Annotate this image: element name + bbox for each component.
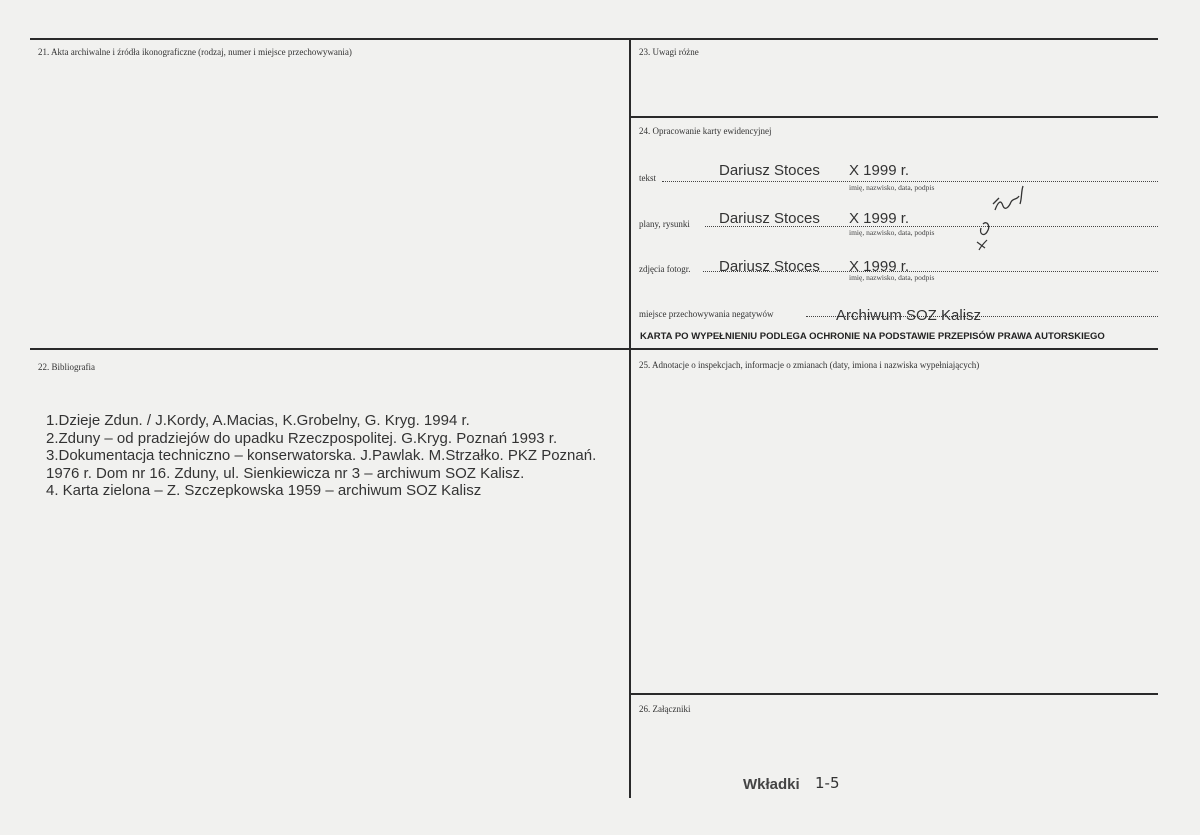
row-zdjecia-date: X 1999 r.: [849, 258, 910, 275]
section-24-label: 24. Opracowanie karty ewidencyjnej: [639, 126, 772, 136]
center-divider: [629, 38, 631, 798]
bibliography-item: 2.Zduny – od pradziejów do upadku Rzeczpospolitej. G.Kryg. Poznań 1993 r.: [46, 429, 558, 447]
attachments-value: 1-5: [815, 774, 840, 792]
row-zdjecia-caption: imię, nazwisko, data, podpis: [849, 273, 935, 282]
row-plany-caption: imię, nazwisko, data, podpis: [849, 228, 935, 237]
bibliography-item: 4. Karta zielona – Z. Szczepkowska 1959 – archiwum SOZ Kalisz: [46, 482, 482, 499]
row-tekst-date: X 1999 r.: [849, 162, 910, 179]
row-tekst-line: [662, 181, 1158, 182]
section-21-label: 21. Akta archiwalne i źródła ikonograficzne (rodzaj, numer i miejsce przechowywania): [38, 47, 352, 57]
section-22-label: 22. Bibliografia: [38, 362, 95, 372]
divider-25-26: [630, 693, 1158, 695]
row-tekst-name: Dariusz Stoces: [719, 162, 820, 179]
bibliography-list: [46, 412, 626, 500]
row-plany-date: X 1999 r.: [849, 210, 910, 227]
section-26-label: 26. Załączniki: [639, 704, 691, 714]
divider-23-24: [630, 116, 1158, 118]
row-plany-name: Dariusz Stoces: [719, 210, 820, 227]
row-tekst-label: tekst: [639, 173, 656, 183]
copyright-notice: KARTA PO WYPEŁNIENIU PODLEGA OCHRONIE NA PODSTAWIE PRZEPISÓW PRAWA AUTORSKIEGO: [640, 331, 1105, 342]
top-border: [30, 38, 1158, 40]
section-23-label: 23. Uwagi różne: [639, 47, 699, 57]
attachments-label: Wkładki: [743, 776, 800, 793]
handwritten-signature: [965, 180, 1045, 260]
middle-border: [30, 348, 1158, 350]
negatives-value: Archiwum SOZ Kalisz: [836, 307, 982, 324]
row-tekst-caption: imię, nazwisko, data, podpis: [849, 183, 935, 192]
row-zdjecia-label: zdjęcia fotogr.: [639, 264, 691, 274]
section-25-label: 25. Adnotacje o inspekcjach, informacje o zmianach (daty, imiona i nazwiska wypełniających): [639, 360, 980, 370]
row-zdjecia-name: Dariusz Stoces: [719, 258, 820, 275]
row-plany-label: plany, rysunki: [639, 219, 690, 229]
bibliography-item: 1.Dzieje Zdun. / J.Kordy, A.Macias, K.Grobelny, G. Kryg. 1994 r.: [46, 412, 470, 429]
bibliography-item: 3.Dokumentacja techniczno – konserwatorska. J.Pawlak. M.Strzałko. PKZ Poznań. 1976 r. Dom nr 16. Zduny, ul. Sienkiewicza nr 3 – archiwum SOZ Kalisz.: [46, 447, 597, 482]
negatives-label: miejsce przechowywania negatywów: [639, 309, 774, 319]
